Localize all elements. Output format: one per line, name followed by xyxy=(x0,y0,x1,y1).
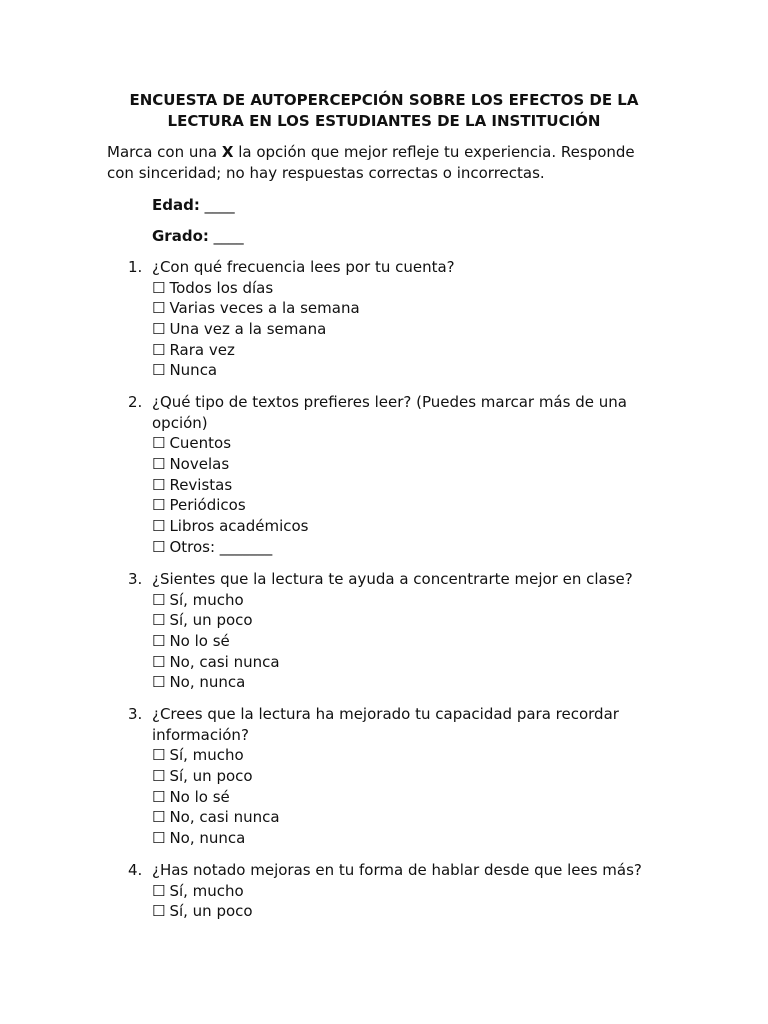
question-number: 1. xyxy=(128,258,143,276)
checkbox-icon[interactable]: ☐ xyxy=(152,767,166,786)
question-text-line: ¿Qué tipo de textos prefieres leer? (Puedes marcar más de una xyxy=(152,393,627,411)
option-label: Una vez a la semana xyxy=(169,320,327,339)
option-label: Novelas xyxy=(169,455,230,474)
option-label: Cuentos xyxy=(169,434,232,453)
edad-label: Edad: xyxy=(152,196,200,214)
edad-field xyxy=(152,195,235,216)
option-item[interactable] xyxy=(152,631,672,652)
question-text xyxy=(152,392,662,433)
option-item[interactable] xyxy=(152,766,672,787)
checkbox-icon[interactable]: ☐ xyxy=(152,517,166,536)
question-number: 3. xyxy=(128,570,143,588)
option-label: Nunca xyxy=(169,361,218,380)
checkbox-icon[interactable]: ☐ xyxy=(152,632,166,651)
instructions xyxy=(107,142,667,184)
option-item[interactable] xyxy=(152,495,672,516)
option-item[interactable] xyxy=(152,433,672,454)
option-item[interactable] xyxy=(152,590,672,611)
option-item[interactable] xyxy=(152,745,672,766)
option-item[interactable] xyxy=(152,298,672,319)
question-number: 2. xyxy=(128,393,143,411)
option-label: Sí, un poco xyxy=(169,902,253,921)
checkbox-icon[interactable]: ☐ xyxy=(152,829,166,848)
option-item[interactable] xyxy=(152,360,672,381)
option-label: No lo sé xyxy=(169,787,230,806)
question-text-line: ¿Sientes que la lectura te ayuda a concentrarte mejor en clase? xyxy=(152,570,633,588)
option-label: Periódicos xyxy=(169,496,246,515)
grado-field xyxy=(152,226,244,247)
survey-title xyxy=(107,90,661,132)
option-item[interactable] xyxy=(152,672,672,693)
option-label: No, casi nunca xyxy=(169,652,280,671)
option-label: No, nunca xyxy=(169,829,246,848)
option-item[interactable] xyxy=(152,901,672,922)
question-text-line: opción) xyxy=(152,413,208,432)
option-item[interactable] xyxy=(152,881,672,902)
checkbox-icon[interactable]: ☐ xyxy=(152,455,166,474)
option-item[interactable] xyxy=(152,340,672,361)
checkbox-icon[interactable]: ☐ xyxy=(152,361,166,380)
checkbox-icon[interactable]: ☐ xyxy=(152,537,166,556)
question-text xyxy=(152,860,662,881)
option-label: Sí, un poco xyxy=(169,767,253,786)
edad-blank[interactable]: ____ xyxy=(204,196,235,214)
option-label: Rara vez xyxy=(169,340,235,359)
checkbox-icon[interactable]: ☐ xyxy=(152,652,166,671)
checkbox-icon[interactable]: ☐ xyxy=(152,475,166,494)
question-text-line: ¿Has notado mejoras en tu forma de hablar desde que lees más? xyxy=(152,861,642,879)
option-item[interactable] xyxy=(152,652,672,673)
grado-label: Grado: xyxy=(152,227,209,245)
option-item[interactable] xyxy=(152,516,672,537)
title-line: LECTURA EN LOS ESTUDIANTES DE LA INSTITUCIÓN xyxy=(167,112,601,130)
option-list xyxy=(152,590,672,693)
option-item[interactable] xyxy=(152,610,672,631)
checkbox-icon[interactable]: ☐ xyxy=(152,340,166,359)
option-list xyxy=(152,881,672,922)
option-item[interactable] xyxy=(152,787,672,808)
option-item[interactable] xyxy=(152,828,672,849)
checkbox-icon[interactable]: ☐ xyxy=(152,611,166,630)
option-label: Libros académicos xyxy=(169,517,309,536)
checkbox-icon[interactable]: ☐ xyxy=(152,590,166,609)
checkbox-icon[interactable]: ☐ xyxy=(152,881,166,900)
option-item[interactable] xyxy=(152,807,672,828)
option-label: Sí, mucho xyxy=(169,881,244,900)
option-label: Sí, mucho xyxy=(169,590,244,609)
option-label: Sí, un poco xyxy=(169,611,253,630)
option-item[interactable] xyxy=(152,454,672,475)
title-line: ENCUESTA DE AUTOPERCEPCIÓN SOBRE LOS EFECTOS DE LA xyxy=(129,91,639,109)
checkbox-icon[interactable]: ☐ xyxy=(152,808,166,827)
option-label: Otros: _______ xyxy=(169,537,273,556)
checkbox-icon[interactable]: ☐ xyxy=(152,787,166,806)
option-list xyxy=(152,433,672,557)
question-text xyxy=(152,569,662,590)
grado-blank[interactable]: ____ xyxy=(213,227,244,245)
instructions-text: con sinceridad; no hay respuestas correctas o incorrectas. xyxy=(107,164,545,182)
instructions-mark: X xyxy=(221,143,234,161)
question-text xyxy=(152,257,662,278)
option-list xyxy=(152,745,672,848)
question-text-line: ¿Con qué frecuencia lees por tu cuenta? xyxy=(152,258,455,276)
checkbox-icon[interactable]: ☐ xyxy=(152,278,166,297)
option-label: Revistas xyxy=(169,475,233,494)
option-item[interactable] xyxy=(152,475,672,496)
question-number: 4. xyxy=(128,861,143,879)
checkbox-icon[interactable]: ☐ xyxy=(152,746,166,765)
instructions-text: Marca con una xyxy=(107,143,222,161)
question-text-line: ¿Crees que la lectura ha mejorado tu capacidad para recordar xyxy=(152,705,619,723)
option-label: Varias veces a la semana xyxy=(169,299,360,318)
question-number: 3. xyxy=(128,705,143,723)
checkbox-icon[interactable]: ☐ xyxy=(152,673,166,692)
checkbox-icon[interactable]: ☐ xyxy=(152,496,166,515)
option-list xyxy=(152,278,672,381)
checkbox-icon[interactable]: ☐ xyxy=(152,299,166,318)
checkbox-icon[interactable]: ☐ xyxy=(152,902,166,921)
checkbox-icon[interactable]: ☐ xyxy=(152,320,166,339)
option-item[interactable] xyxy=(152,278,672,299)
instructions-text: la opción que mejor refleje tu experiencia. Responde xyxy=(233,143,635,161)
option-item[interactable] xyxy=(152,537,672,558)
question-text xyxy=(152,704,662,745)
option-label: No, casi nunca xyxy=(169,808,280,827)
checkbox-icon[interactable]: ☐ xyxy=(152,434,166,453)
option-item[interactable] xyxy=(152,319,672,340)
option-label: No lo sé xyxy=(169,632,230,651)
option-label: Sí, mucho xyxy=(169,746,244,765)
option-label: No, nunca xyxy=(169,673,246,692)
question-text-line: información? xyxy=(152,725,249,744)
option-label: Todos los días xyxy=(169,278,274,297)
